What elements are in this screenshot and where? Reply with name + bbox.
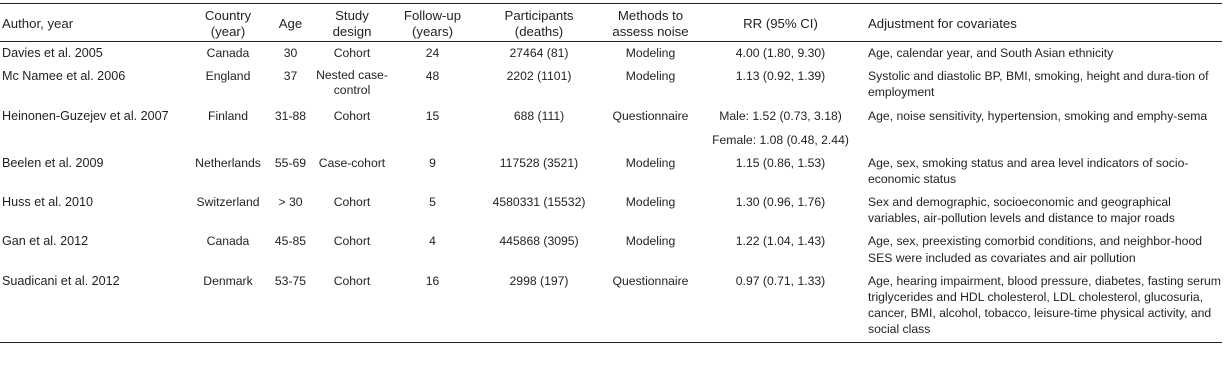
cell-followup: 16 [425,273,440,288]
table-body [0,42,1222,343]
cell-design: Cohort [333,234,371,249]
table-row [0,191,1222,230]
cell-country: Switzerland [196,195,260,210]
cell-author: Mc Namee et al. 2006 [2,69,126,84]
cell-rr [697,42,864,66]
rr-value: 1.15 (0.86, 1.53) [735,155,826,170]
rr-value: 4.00 (1.80, 9.30) [735,46,826,60]
header-adjustment: Adjustment for covariates [868,16,1017,31]
table-row [0,42,1222,66]
header-methods: Methods to assess noise [612,8,689,39]
cell-age: 55-69 [274,155,307,170]
cell-design: Case-cohort [318,155,386,170]
cell-age: 37 [283,69,298,84]
cell-age: > 30 [278,195,303,210]
cell-age: 31-88 [274,108,307,123]
rr-value: 1.13 (0.92, 1.39) [735,69,826,84]
studies-table [0,3,1222,343]
cell-design: Cohort [333,273,371,288]
cell-design: Cohort [333,195,371,210]
cell-country: Finland [208,108,248,123]
cell-author: Beelen et al. 2009 [2,155,104,170]
cell-participants: 4580331 (15532) [492,195,586,210]
cell-country: Netherlands [195,155,261,170]
cell-methods: Modeling [625,69,676,84]
cell-methods: Questionnaire [612,108,689,123]
cell-country: England [205,69,251,84]
header-row [0,4,1222,42]
table-row [0,105,1222,152]
cell-author: Davies et al. 2005 [2,46,103,60]
table-row [0,65,1222,104]
cell-adjustment: Age, hearing impairment, blood pressure, diabetes, fasting serum triglycerides and HDL cholesterol, LDL cholesterol, glucosuria, cancer, BMI, alcohol, tobacco, leisure-time physical activity, and social class [868,273,1221,337]
cell-design: Cohort [333,108,371,123]
cell-age: 45-85 [274,234,307,249]
cell-followup: 4 [429,234,436,249]
cell-followup: 15 [425,108,440,123]
cell-adjustment: Systolic and diastolic BP, BMI, smoking, height and dura-tion of employment [868,69,1209,100]
cell-country: Canada [206,234,250,249]
cell-methods: Modeling [625,46,676,60]
cell-rr [697,191,864,230]
cell-participants: 27464 (81) [509,46,569,60]
cell-design: Cohort [333,46,371,60]
cell-age: 53-75 [274,273,307,288]
table-header [0,4,1222,42]
table-row [0,152,1222,191]
header-followup: Follow-up (years) [403,8,462,39]
rr-value: Male: 1.52 (0.73, 3.18) [719,108,842,123]
cell-rr [697,152,864,191]
cell-rr [697,105,864,152]
cell-rr [697,230,864,269]
header-participants: Participants (deaths) [504,8,574,39]
cell-participants: 445868 (3095) [499,234,579,249]
cell-participants: 2202 (1101) [506,69,572,84]
cell-author: Suadicani et al. 2012 [2,273,120,288]
cell-adjustment: Age, noise sensitivity, hypertension, smoking and emphy-sema [868,108,1208,123]
cell-author: Heinonen-Guzejev et al. 2007 [2,108,169,123]
rr-value: Female: 1.08 (0.48, 2.44) [712,132,849,147]
cell-followup: 24 [425,46,440,60]
cell-rr [697,270,864,342]
cell-author: Huss et al. 2010 [2,195,94,210]
cell-methods: Modeling [625,195,676,210]
cell-adjustment: Sex and demographic, socioeconomic and geographical variables, air-pollution levels and distance to major roads [868,195,1175,226]
cell-participants: 117528 (3521) [499,155,579,170]
cell-design: Nested case-control [316,68,388,98]
rr-value: 1.30 (0.96, 1.76) [735,195,826,210]
cell-methods: Modeling [625,155,676,170]
cell-country: Canada [206,46,250,60]
header-author: Author, year [2,16,74,31]
cell-author: Gan et al. 2012 [2,234,89,249]
cell-country: Denmark [203,273,253,288]
cell-rr [697,65,864,104]
cell-participants: 688 (111) [513,108,565,123]
cell-methods: Modeling [625,234,676,249]
cell-adjustment: Age, sex, preexisting comorbid conditions, and neighbor-hood SES were included as covariates and air pollution [868,234,1203,265]
cell-followup: 5 [429,195,436,210]
header-design: Study design [332,8,372,39]
cell-participants: 2998 (197) [509,273,569,288]
rr-value: 1.22 (1.04, 1.43) [735,234,826,249]
header-rr: RR (95% CI) [743,16,818,31]
table-row [0,230,1222,269]
cell-age: 30 [283,46,298,60]
header-country: Country (year) [204,8,252,39]
cell-adjustment: Age, calendar year, and South Asian ethnicity [868,46,1114,60]
cell-followup: 48 [425,69,440,84]
cell-adjustment: Age, sex, smoking status and area level indicators of socio-economic status [868,155,1189,186]
rr-value: 0.97 (0.71, 1.33) [735,273,826,288]
table-row [0,270,1222,342]
header-age: Age [278,16,303,31]
cell-methods: Questionnaire [612,273,689,288]
cell-followup: 9 [429,155,436,170]
